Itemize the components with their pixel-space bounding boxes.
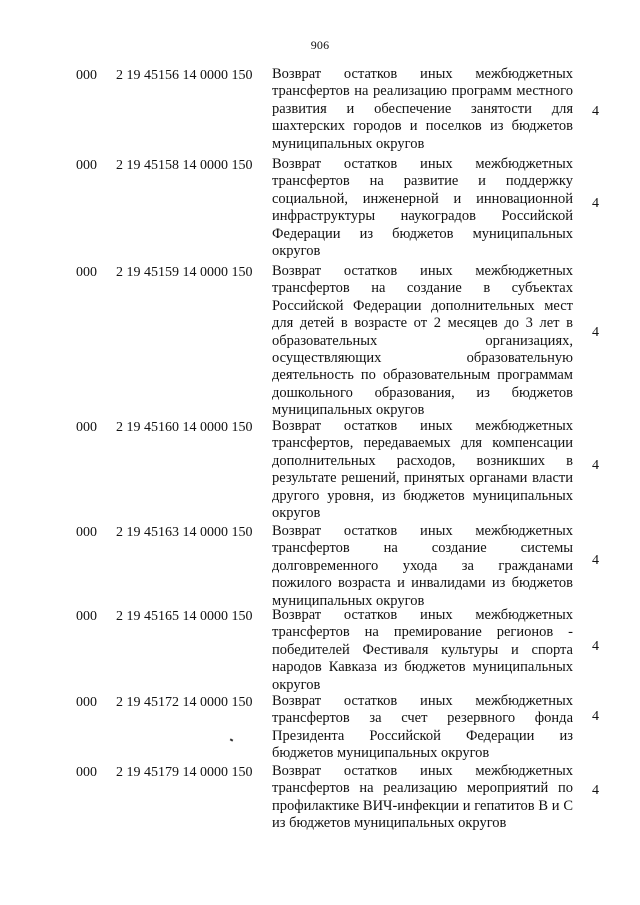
table-row (0, 607, 640, 693)
table-row (0, 66, 640, 156)
table-row (0, 693, 640, 763)
value-cell: 4 (592, 325, 599, 340)
value-cell: 4 (592, 553, 599, 568)
value-cell: 4 (592, 196, 599, 211)
budget-code-cell: 2 19 45158 14 0000 150 (116, 158, 253, 173)
budget-code-cell: 2 19 45172 14 0000 150 (116, 695, 253, 710)
table-row (0, 763, 640, 833)
description-cell: Возврат остатков иных межбюджетных трансфертов на реализацию мероприятий по профилактике ВИЧ-инфекции и гепатитов В и С из бюджетов муниципальных округов (272, 763, 573, 832)
value-cell: 4 (592, 639, 599, 654)
description-cell: Возврат остатков иных межбюджетных трансфертов на создание в субъектах Российской Федерации дополнительных мест для детей в возрасте от 2 месяцев до 3 лет в образовательных организациях, осуществляющих образовательную деятельность по образовательным программам дошкольного образования, из бюджетов муниципальных округов (272, 263, 573, 419)
budget-code-cell: 2 19 45165 14 0000 150 (116, 609, 253, 624)
admin-code-cell: 000 (76, 158, 97, 173)
budget-code-cell: 2 19 45163 14 0000 150 (116, 525, 253, 540)
table-row (0, 263, 640, 418)
value-cell: 4 (592, 783, 599, 798)
description-cell: Возврат остатков иных межбюджетных трансфертов, передаваемых для компенсации дополнительных расходов, возникших в результате решений, принятых органами власти другого уровня, из бюджетов муниципальных округов (272, 418, 573, 522)
admin-code-cell: 000 (76, 68, 97, 83)
table-row (0, 156, 640, 263)
admin-code-cell: 000 (76, 765, 97, 780)
table-row (0, 523, 640, 607)
budget-code-cell: 2 19 45156 14 0000 150 (116, 68, 253, 83)
value-cell: 4 (592, 104, 599, 119)
admin-code-cell: 000 (76, 695, 97, 710)
budget-code-cell: 2 19 45160 14 0000 150 (116, 420, 253, 435)
description-cell: Возврат остатков иных межбюджетных трансфертов на реализацию программ местного развития и обеспечение занятости для шахтерских городов и поселков из бюджетов муниципальных округов (272, 66, 573, 152)
table-row (0, 418, 640, 523)
admin-code-cell: 000 (76, 609, 97, 624)
description-cell: Возврат остатков иных межбюджетных трансфертов за счет резервного фонда Президента Российской Федерации из бюджетов муниципальных округов (272, 693, 573, 762)
value-cell: 4 (592, 458, 599, 473)
budget-code-cell: 2 19 45179 14 0000 150 (116, 765, 253, 780)
description-cell: Возврат остатков иных межбюджетных трансфертов на создание системы долговременного ухода за гражданами пожилого возраста и инвалидами из бюджетов муниципальных округов (272, 523, 573, 609)
admin-code-cell: 000 (76, 420, 97, 435)
budget-code-cell: 2 19 45159 14 0000 150 (116, 265, 253, 280)
page-number: 906 (310, 38, 330, 52)
admin-code-cell: 000 (76, 265, 97, 280)
budget-code-table (0, 66, 640, 833)
description-cell: Возврат остатков иных межбюджетных трансфертов на развитие и поддержку социальной, инженерной и инновационной инфраструктуры наукоградов Российской Федерации из бюджетов муниципальных округов (272, 156, 573, 260)
description-cell: Возврат остатков иных межбюджетных трансфертов на премирование регионов - победителей Фестиваля культуры и спорта народов Кавказа из бюджетов муниципальных округов (272, 607, 573, 693)
value-cell: 4 (592, 709, 599, 724)
admin-code-cell: 000 (76, 525, 97, 540)
